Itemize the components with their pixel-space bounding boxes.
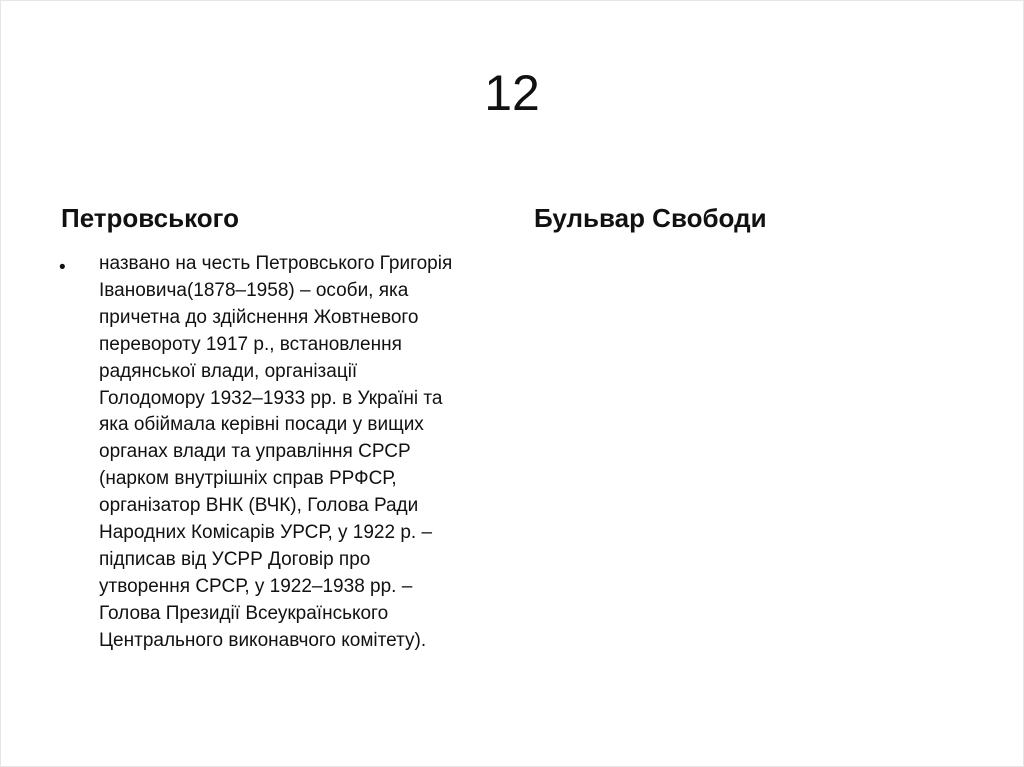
text-line: (нарком внутрішніх справ РРФСР, xyxy=(99,468,397,490)
bullet-marker: • xyxy=(59,257,66,278)
text-line: перевороту 1917 р., встановлення xyxy=(99,333,402,355)
text-line: Голова Президії Всеукраїнського xyxy=(99,602,389,624)
left-column-heading: Петровського xyxy=(61,203,240,233)
text-line: підписав від УСРР Договір про xyxy=(99,548,371,570)
text-line: Центрального виконавчого комітету). xyxy=(99,629,427,651)
text-line: органах влади та управління СРСР xyxy=(99,441,411,463)
right-column-heading: Бульвар Свободи xyxy=(534,203,767,233)
text-line: організатор ВНК (ВЧК), Голова Ради xyxy=(99,495,419,517)
text-line: Народних Комісарів УРСР, у 1922 р. – xyxy=(99,522,433,544)
text-line: утворення СРСР, у 1922–1938 рр. – xyxy=(99,575,413,597)
text-line: причетна до здійснення Жовтневого xyxy=(99,306,419,328)
text-line: радянської влади, організації xyxy=(99,360,358,382)
text-line: названо на честь Петровського Григорія xyxy=(99,253,453,274)
bullet-text xyxy=(99,251,452,655)
text-line: яка обіймала керівні посади у вищих xyxy=(99,414,424,436)
slide-title: 12 xyxy=(484,65,540,121)
text-line: Івановича(1878–1958) – особи, яка xyxy=(99,279,409,301)
text-line: Голодомору 1932–1933 рр. в Україні та xyxy=(99,387,443,409)
